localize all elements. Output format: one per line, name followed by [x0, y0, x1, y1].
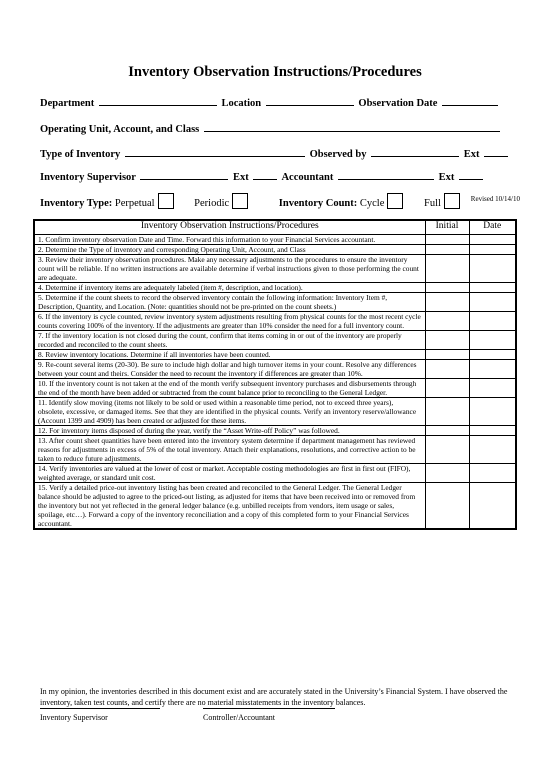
header-line-1 [40, 95, 500, 109]
controller-signature-line[interactable] [203, 708, 335, 709]
ext-field-1[interactable] [484, 146, 508, 157]
table-row [34, 360, 516, 379]
table-row [34, 426, 516, 436]
location-field[interactable] [266, 95, 354, 106]
accountant-label: Accountant [281, 172, 334, 183]
initial-cell[interactable] [425, 283, 469, 293]
initial-cell[interactable] [425, 360, 469, 379]
initial-cell[interactable] [425, 331, 469, 350]
date-cell[interactable] [469, 312, 516, 331]
page-title: Inventory Observation Instructions/Procedures [128, 64, 422, 80]
inventory-type-label: Inventory Type: [40, 198, 113, 209]
procedure-text: 2. Determine the Type of inventory and corresponding Operating Unit, Account, and Class [34, 245, 425, 255]
initial-cell[interactable] [425, 293, 469, 312]
periodic-label: Periodic [194, 198, 230, 209]
procedure-text: 5. Determine if the count sheets to record the observed inventory contain the following information: Inventory Item #, Description, Quantity, and Location. (Note: quantities should not be pre-printed on the count sheets.) [34, 293, 425, 312]
type-of-inventory-field[interactable] [125, 146, 305, 157]
table-row [34, 436, 516, 464]
initial-cell[interactable] [425, 235, 469, 245]
date-cell[interactable] [469, 235, 516, 245]
supervisor-signature-line[interactable] [40, 708, 160, 709]
procedure-text: 6. If the inventory is cycle counted, review inventory system adjustments resulting from physical counts for the most recent cycle counts covering 100% of the inventory. If the adjustments are greater than 10% consider the need for a full inventory count. [34, 312, 425, 331]
initial-header: Initial [425, 220, 469, 235]
initial-cell[interactable] [425, 464, 469, 483]
controller-signature-label: Controller/Accountant [203, 713, 275, 722]
procedure-text: 14. Verify inventories are valued at the lower of cost or market. Acceptable costing methodologies are first in first out (FIFO), weighted average, or standard unit cost. [34, 464, 425, 483]
supervisor-signature-label: Inventory Supervisor [40, 713, 108, 722]
inventory-type-line [40, 193, 520, 209]
procedure-text: 11. Identify slow moving (items not likely to be sold or used within a reasonable time period, not to exceed three years), obsolete, excessive, or damaged items. See that they are identified in the physical counts. Verify an inventory reserve/allowance (Account 1399 and 4909) has been created or adjusted for these items. [34, 398, 425, 426]
initial-cell[interactable] [425, 245, 469, 255]
date-cell[interactable] [469, 360, 516, 379]
procedures-table [33, 219, 517, 530]
procedure-text: 3. Review their inventory observation procedures. Make any necessary adjustments to the procedures to ensure the inventory count will be reliable. If no written instructions are available determine if verbal instructions given to those performing the count are adequate. [34, 255, 425, 283]
table-row [34, 379, 516, 398]
initial-cell[interactable] [425, 436, 469, 464]
periodic-checkbox[interactable] [232, 193, 248, 209]
full-label: Full [424, 198, 441, 209]
table-row [34, 331, 516, 350]
certification-statement: In my opinion, the inventories described in this document exist and are accurately stated in the University’s Financial System. I have observed the inventory, taken test counts, and certify there are no material misstatements in the inventory balances. [40, 687, 508, 707]
initial-cell[interactable] [425, 426, 469, 436]
initial-cell[interactable] [425, 312, 469, 331]
table-row [34, 245, 516, 255]
table-row [34, 398, 516, 426]
table-row [34, 464, 516, 483]
header-line-4 [40, 169, 485, 183]
date-cell[interactable] [469, 379, 516, 398]
date-header: Date [469, 220, 516, 235]
procedure-text: 13. After count sheet quantities have been entered into the inventory system determine if department management has reviewed reasons for adjustments in excess of 5% of the total inventory. Attach their explanations, resolutions, and corrective action to be taken to reduce future adjustments. [34, 436, 425, 464]
date-cell[interactable] [469, 255, 516, 283]
observation-date-field[interactable] [442, 95, 498, 106]
operating-unit-field[interactable] [204, 121, 500, 132]
date-cell[interactable] [469, 283, 516, 293]
ext-label-3: Ext [438, 172, 455, 183]
location-label: Location [221, 98, 262, 109]
cycle-checkbox[interactable] [387, 193, 403, 209]
date-cell[interactable] [469, 398, 516, 426]
procedure-text: 8. Review inventory locations. Determine if all inventories have been counted. [34, 350, 425, 360]
procedure-text: 4. Determine if inventory items are adequately labeled (item #, description, and location). [34, 283, 425, 293]
initial-cell[interactable] [425, 379, 469, 398]
type-of-inventory-label: Type of Inventory [40, 149, 121, 160]
table-header-row [34, 220, 516, 235]
header-line-2 [40, 121, 502, 135]
department-label: Department [40, 98, 95, 109]
table-row [34, 350, 516, 360]
date-cell[interactable] [469, 331, 516, 350]
table-row [34, 312, 516, 331]
procedure-text: 15. Verify a detailed price-out inventory listing has been created and reconciled to the General Ledger. The General Ledger balance should be adjusted to agree to the priced-out listing, as adjusted for items that have been received into or removed from the inventory but not yet reflected in the general ledger balance (e.g. unbilled receipts from vendors, item usage or sales, spoilage, etc…). Forward a copy of the inventory reconciliation and a copy of this completed form to your Financial Services accountant. [34, 483, 425, 530]
inventory-count-label: Inventory Count: [278, 198, 358, 209]
inventory-supervisor-label: Inventory Supervisor [40, 172, 136, 183]
ext-label-1: Ext [463, 149, 480, 160]
perpetual-label: Perpetual [114, 198, 155, 209]
procedure-text: 10. If the inventory count is not taken at the end of the month verify subsequent inventory purchases and disbursements through the end of the month have been added or subtracted from the count balance prior to reconciling to the General Ledger. [34, 379, 425, 398]
header-line-3 [40, 146, 510, 160]
table-row [34, 255, 516, 283]
inventory-supervisor-field[interactable] [140, 169, 228, 180]
table-row [34, 235, 516, 245]
procedures-header: Inventory Observation Instructions/Procedures [34, 220, 425, 235]
observation-date-label: Observation Date [358, 98, 438, 109]
date-cell[interactable] [469, 245, 516, 255]
date-cell[interactable] [469, 464, 516, 483]
revised-date: Revised 10/14/10 [470, 195, 520, 203]
operating-unit-label: Operating Unit, Account, and Class [40, 124, 200, 135]
date-cell[interactable] [469, 293, 516, 312]
table-row [34, 293, 516, 312]
initial-cell[interactable] [425, 398, 469, 426]
procedure-text: 12. For inventory items disposed of during the year, verify the “Asset Write-off Policy” was followed. [34, 426, 425, 436]
initial-cell[interactable] [425, 483, 469, 530]
date-cell[interactable] [469, 350, 516, 360]
cycle-label: Cycle [359, 198, 385, 209]
table-row [34, 483, 516, 530]
accountant-field[interactable] [338, 169, 434, 180]
observed-by-label: Observed by [309, 149, 367, 160]
date-cell[interactable] [469, 483, 516, 530]
observed-by-field[interactable] [371, 146, 459, 157]
perpetual-checkbox[interactable] [158, 193, 174, 209]
department-field[interactable] [99, 95, 217, 106]
initial-cell[interactable] [425, 350, 469, 360]
procedure-text: 7. If the inventory location is not closed during the count, confirm that items coming in or out of the inventory are properly recorded and reconciled to the count sheets. [34, 331, 425, 350]
table-row [34, 283, 516, 293]
ext-field-3[interactable] [459, 169, 483, 180]
initial-cell[interactable] [425, 255, 469, 283]
procedure-text: 9. Re-count several items (20-30). Be sure to include high dollar and high turnover items in your count. Resolve any differences between your count and theirs. Consider the need to recount the inventory if differences are greater than 10%. [34, 360, 425, 379]
date-cell[interactable] [469, 436, 516, 464]
date-cell[interactable] [469, 426, 516, 436]
ext-field-2[interactable] [253, 169, 277, 180]
procedure-text: 1. Confirm inventory observation Date and Time. Forward this information to your Financial Services accountant. [34, 235, 425, 245]
ext-label-2: Ext [233, 172, 249, 183]
full-checkbox[interactable] [444, 193, 460, 209]
